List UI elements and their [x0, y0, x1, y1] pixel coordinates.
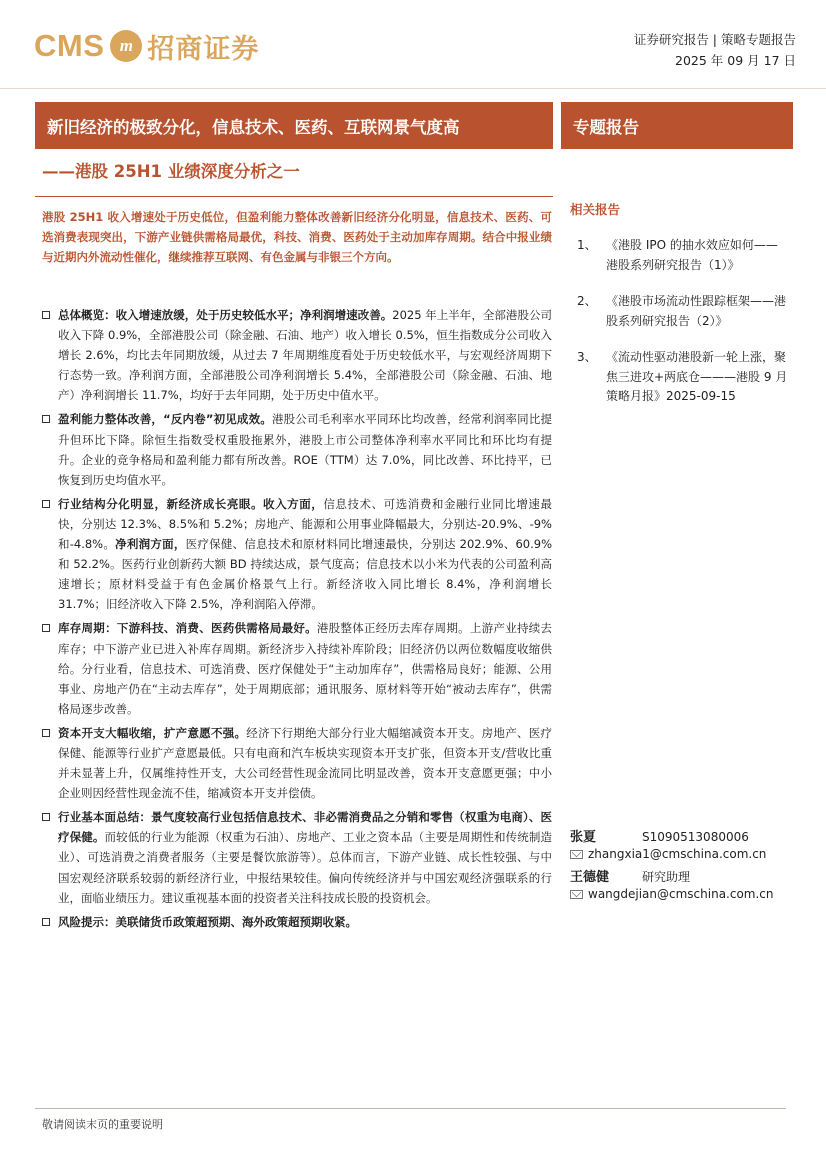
- bullet-text: 经济下行期绝大部分行业大幅缩减资本开支。房地产、医疗保健、能源等行业扩产意愿最低。只有电商和汽车板块实现资本开支扩张，但资本开支/营收比重并未显著上升，仅属维持性开支，大公司经营性现金流同比明显改善，资本开支意愿更强；中小企业则因经营性现金流不佳，缩减资本开支并偿债。: [58, 725, 553, 801]
- report-subtitle: ——港股 25H1 业绩深度分析之一: [42, 162, 300, 181]
- bullet-heading: 盈利能力整体改善，“反内卷”初见成效。: [58, 412, 272, 427]
- related-report-num: 2、: [577, 294, 597, 308]
- bullet-heading: 风险提示：美联储货币政策超预期、海外政策超预期收紧。: [58, 914, 357, 929]
- footer-divider: [35, 1108, 786, 1109]
- cms-logo: [34, 26, 259, 66]
- bullet-fundamentals: [42, 807, 552, 907]
- checkbox-bullet-icon: [42, 729, 50, 737]
- related-reports-list: [577, 236, 789, 424]
- logo-seal-icon: m: [110, 30, 142, 62]
- bullet-heading: 行业结构分化明显，新经济成长亮眼。收入方面，: [58, 496, 324, 511]
- bullet-heading: 资本开支大幅收缩，扩产意愿不强。: [58, 725, 247, 740]
- related-reports-title: 相关报告: [570, 202, 621, 217]
- report-title: 新旧经济的极致分化，信息技术、医药、互联网景气度高: [35, 102, 553, 149]
- bullet-heading-2: 净利润方面，: [115, 537, 186, 552]
- checkbox-bullet-icon: [42, 813, 50, 821]
- header-divider: [0, 88, 826, 89]
- bullet-risk: [42, 912, 552, 932]
- checkbox-bullet-icon: [42, 311, 50, 319]
- bullet-text: 而较低的行业为能源（权重为石油）、房地产、工业之资本品（主要是周期性和传统制造业）、可选消费之消费者服务（主要是餐饮旅游等）。总体而言，下游产业链、成长性较强、与中国宏观经济联系较弱的新经济行业，中报结果较佳。偏向传统经济并与中国宏观经济强联系的行业，面临业绩压力。建议重视基本面的投资者关注科技成长股的投资机会。: [58, 830, 552, 905]
- summary-paragraph: 港股 25H1 收入增速处于历史低位，但盈利能力整体改善新旧经济分化明显，信息技术、医药、可选消费表现突出，下游产业链供需格局最优，科技、消费、医药处于主动加库存周期。结合中报业绩与近期内外流动性催化，继续推荐互联网、有色金属与非银三个方向。: [42, 210, 552, 264]
- analyst-email[interactable]: zhangxia1@cmschina.com.cn: [588, 847, 767, 861]
- analyst-email[interactable]: wangdejian@cmschina.com.cn: [588, 887, 774, 901]
- logo-cn: 招商证券: [147, 33, 260, 65]
- analyst-name: 王德健: [570, 870, 610, 885]
- mail-icon: [570, 890, 583, 899]
- bullet-overview: [42, 305, 552, 405]
- subtitle-divider: [35, 196, 553, 197]
- related-report-item[interactable]: [577, 348, 789, 407]
- bullet-text: 信息技术、可选消费和金融行业同比增速最快，分别达 12.3%、8.5%和 5.2%；房地产、能源和公用事业降幅最大，分别达-20.9%、-9%和-4.8%。: [58, 496, 552, 552]
- footer-note: 敬请阅读末页的重要说明: [42, 1118, 163, 1131]
- related-report-link[interactable]: 《流动性驱动港股新一轮上涨，聚焦三进攻+两底仓———港股 9 月策略月报》2025-09-15: [606, 350, 788, 403]
- bullet-text-2: 医疗保健、信息技术和原材料同比增速最快，分别达 202.9%、60.9%和 52.2%。医药行业创新药大额 BD 持续达成，景气度高；信息技术以小米为代表的公司盈利高速增长；原材料受益于有色金属价格景气上行。新经济收入同比增长 8.4%，净利润增长 31.7%；旧经济收入下降 2.5%，净利润陷入停滞。: [58, 537, 553, 612]
- related-report-num: 1、: [577, 238, 597, 252]
- checkbox-bullet-icon: [42, 624, 50, 632]
- analyst-1-email-line: [570, 847, 766, 861]
- related-report-num: 3、: [577, 350, 597, 364]
- related-report-item[interactable]: [577, 236, 789, 275]
- bullet-text: 港股整体正经历去库存周期。上游产业持续去库存；中下游产业已进入补库存周期。新经济步入持续补库阶段；旧经济仍以两位数幅度收缩供给。分行业看，信息技术、可选消费、医疗保健处于“主动加库存”，供需格局良好；能源、公用事业、房地产仍在“主动去库存”，处于周期底部；通讯服务、原材料等开始“被动去库存”，供需格局逐步改善。: [58, 621, 553, 716]
- checkbox-bullet-icon: [42, 415, 50, 423]
- bullet-capex: [42, 723, 552, 803]
- bullet-profitability: [42, 409, 552, 489]
- logo-en: CMS: [34, 28, 105, 63]
- related-report-link[interactable]: 《港股市场流动性跟踪框架——港股系列研究报告（2）》: [606, 294, 787, 328]
- analyst-role: 研究助理: [642, 870, 691, 884]
- analyst-1-line: [570, 826, 749, 845]
- side-tag: 专题报告: [561, 102, 793, 149]
- bullet-heading: 总体概览：收入增速放缓，处于历史较低水平；净利润增速改善。: [58, 308, 393, 322]
- related-report-item[interactable]: [577, 292, 789, 331]
- bullet-inventory-cycle: [42, 618, 552, 718]
- bullet-heading: 行业基本面总结：景气度较高行业包括信息技术、非必需消费品之分销和零售（权重为电商）、医疗保健。: [58, 810, 552, 845]
- related-report-link[interactable]: 《港股 IPO 的抽水效应如何——港股系列研究报告（1）》: [606, 238, 778, 272]
- bullet-text: 2025 年上半年，全部港股公司收入下降 0.9%，全部港股公司（除金融、石油、地产）收入增长 0.5%，恒生指数成分公司收入增长 2.6%，均比去年同期放缓，从过去 7 年周期维度看处于历史较低水平，与宏观经济周期下行态势一致。净利润方面，全部港股公司净利润增长 5.4%，全部港股公司（除金融、石油、地产）净利润增长 11.7%，均好于去年同期，处于历史中值水平。: [58, 308, 552, 403]
- mail-icon: [570, 850, 583, 859]
- bullet-text: 港股公司毛利率水平同环比均改善，经常利润率同比提升但环比下降。除恒生指数受权重股拖累外，港股上市公司整体净利率水平同比和环比均有提升。企业的竞争格局和盈利能力都有所改善。ROE（TTM）达 7.0%，同比改善、环比持平，已恢复到历史均值水平。: [58, 412, 552, 487]
- bullet-industry-structure: [42, 494, 552, 615]
- bullet-heading: 库存周期：下游科技、消费、医药供需格局最好。: [58, 621, 317, 636]
- analyst-2-email-line: [570, 887, 774, 901]
- checkbox-bullet-icon: [42, 500, 50, 508]
- analyst-2-line: [570, 866, 690, 885]
- checkbox-bullet-icon: [42, 918, 50, 926]
- analyst-name: 张夏: [570, 830, 597, 845]
- bullet-list: [42, 305, 552, 936]
- report-date: 2025 年 09 月 17 日: [675, 53, 796, 68]
- report-type: 证券研究报告 | 策略专题报告: [633, 32, 796, 47]
- analyst-cert: S1090513080006: [642, 830, 749, 844]
